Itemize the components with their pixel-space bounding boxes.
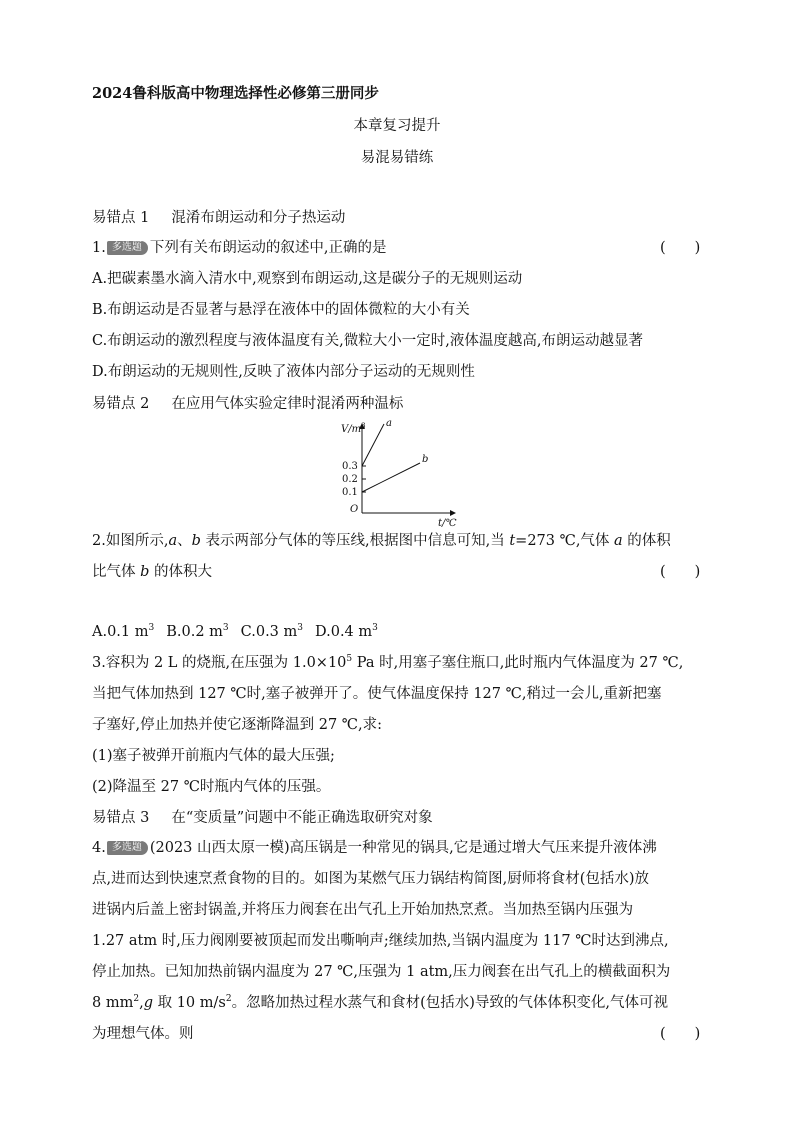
superscript: 2 — [133, 994, 140, 1004]
q2-option-a: A.0.1 $m^3$ — [92, 623, 155, 640]
origin-label: O — [350, 504, 359, 515]
question-number: 1. — [92, 240, 106, 256]
superscript: 5 — [346, 654, 353, 664]
variable-g: g — [143, 995, 153, 1011]
question-3-line2: 当把气体加热到 127 ℃时,塞子被弹开了。使气体温度保持 127 ℃,稍过一会儿,重新把塞 — [92, 686, 662, 702]
text-run: Pa 时,用塞子塞住瓶口,此时瓶内气体温度为 27 ℃, — [352, 655, 684, 671]
line-a-label: a — [386, 418, 392, 429]
question-3-line1 — [92, 653, 683, 673]
error-point-1 — [92, 208, 345, 228]
q1-option-d: D.布朗运动的无规则性,反映了液体内部分子运动的无规则性 — [92, 364, 475, 380]
text-run: 、 — [177, 533, 192, 549]
chapter-title: 本章复习提升 — [353, 118, 441, 134]
volume-temperature-graph — [320, 418, 470, 530]
question-3-sub2: (2)降温至 27 ℃时瓶内气体的压强。 — [92, 779, 331, 795]
text-run: 2.如图所示, — [92, 533, 169, 549]
error-point-2 — [92, 394, 403, 414]
question-4-line7: 为理想气体。则 — [92, 1026, 194, 1042]
text-run: 的体积 — [622, 533, 671, 549]
q2-option-c: C.0.3 $m^3$ — [240, 623, 303, 640]
question-4-line3: 进锅内后盖上密封锅盖,并将压力阀套在出气孔上开始加热烹煮。当加热至锅内压强为 — [92, 902, 634, 918]
text-run: =273 ℃,气体 — [515, 533, 615, 549]
question-1-stem — [92, 238, 386, 258]
variable-b: b — [191, 533, 201, 549]
q2-option-b: B.0.2 $m^3$ — [166, 623, 229, 640]
text-run: 的体积大 — [149, 564, 213, 580]
variable-a: a — [614, 533, 623, 549]
question-number: 4. — [92, 840, 106, 856]
y-tick-label: 0.1 — [342, 487, 358, 498]
isobar-line-a — [362, 424, 384, 466]
variable-t: t — [509, 533, 516, 549]
y-axis-label: $V/m^3$ — [341, 422, 366, 435]
q1-option-a: A.把碳素墨水滴入清水中,观察到布朗运动,这是碳分子的无规则运动 — [92, 271, 523, 287]
question-4-line6 — [92, 993, 668, 1013]
isobar-line-b — [362, 463, 420, 492]
x-axis-label: t/℃ — [438, 518, 457, 529]
question-4-line1 — [92, 838, 657, 858]
y-tick-label: 0.3 — [342, 461, 358, 472]
question-text: (2023 山西太原一模)高压锅是一种常见的锅具,它是通过增大气压来提升液体沸 — [149, 840, 657, 856]
answer-blank: ( ) — [660, 1026, 701, 1042]
question-4-line2: 点,进而达到快速烹煮食物的目的。如图为某燃气压力锅结构简图,厨师将食材(包括水)放 — [92, 871, 650, 887]
question-4-line4: 1.27 atm 时,压力阀刚要被顶起而发出嘶响声;继续加热,当锅内温度为 117 ℃时达到沸点, — [92, 933, 669, 949]
error-point-label: 易错点 2 — [92, 396, 150, 412]
variable-b: b — [140, 564, 150, 580]
text-run: 。忽略加热过程水蒸气和食材(包括水)导致的气体体积变化,气体可视 — [231, 995, 668, 1011]
text-run: 8 mm — [92, 995, 134, 1011]
question-3-line3: 子塞好,停止加热并使它逐渐降温到 27 ℃,求: — [92, 717, 382, 733]
text-run: , — [139, 995, 144, 1011]
text-run: 取 10 m/s — [152, 995, 226, 1011]
variable-a: a — [168, 533, 178, 549]
q2-options — [92, 622, 378, 642]
question-text: 下列有关布朗运动的叙述中,正确的是 — [149, 240, 387, 256]
question-2-stem-line2 — [92, 562, 212, 582]
text-run: 3.容积为 2 L 的烧瓶,在压强为 1.0×10 — [92, 655, 347, 671]
multi-choice-badge: 多选题 — [107, 841, 148, 855]
line-b-label: b — [422, 454, 429, 465]
multi-choice-badge: 多选题 — [107, 241, 148, 255]
answer-blank: ( ) — [660, 240, 701, 256]
section-title: 易混易错练 — [360, 150, 434, 166]
q2-option-d: D.0.4 $m^3$ — [315, 623, 378, 640]
text-run: 表示两部分气体的等压线,根据图中信息可知,当 — [200, 533, 510, 549]
error-point-label: 易错点 1 — [92, 210, 150, 226]
error-point-label: 易错点 3 — [92, 810, 150, 826]
question-2-stem-line1 — [92, 531, 671, 551]
error-point-title: 混淆布朗运动和分子热运动 — [171, 210, 346, 226]
superscript: 2 — [225, 994, 232, 1004]
error-point-title: 在“变质量”问题中不能正确选取研究对象 — [171, 810, 433, 826]
document-header: 2024鲁科版高中物理选择性必修第三册同步 — [92, 85, 379, 102]
error-point-3 — [92, 808, 433, 828]
question-4-line5: 停止加热。已知加热前锅内温度为 27 ℃,压强为 1 atm,压力阀套在出气孔上的横截面积为 — [92, 964, 671, 980]
y-tick-label: 0.2 — [342, 474, 358, 485]
q1-option-c: C.布朗运动的激烈程度与液体温度有关,微粒大小一定时,液体温度越高,布朗运动越显著 — [92, 333, 644, 349]
question-3-sub1: (1)塞子被弹开前瓶内气体的最大压强; — [92, 748, 335, 764]
text-run: 比气体 — [92, 564, 141, 580]
q1-option-b: B.布朗运动是否显著与悬浮在液体中的固体微粒的大小有关 — [92, 302, 470, 318]
answer-blank: ( ) — [660, 564, 701, 580]
error-point-title: 在应用气体实验定律时混淆两种温标 — [171, 396, 404, 412]
